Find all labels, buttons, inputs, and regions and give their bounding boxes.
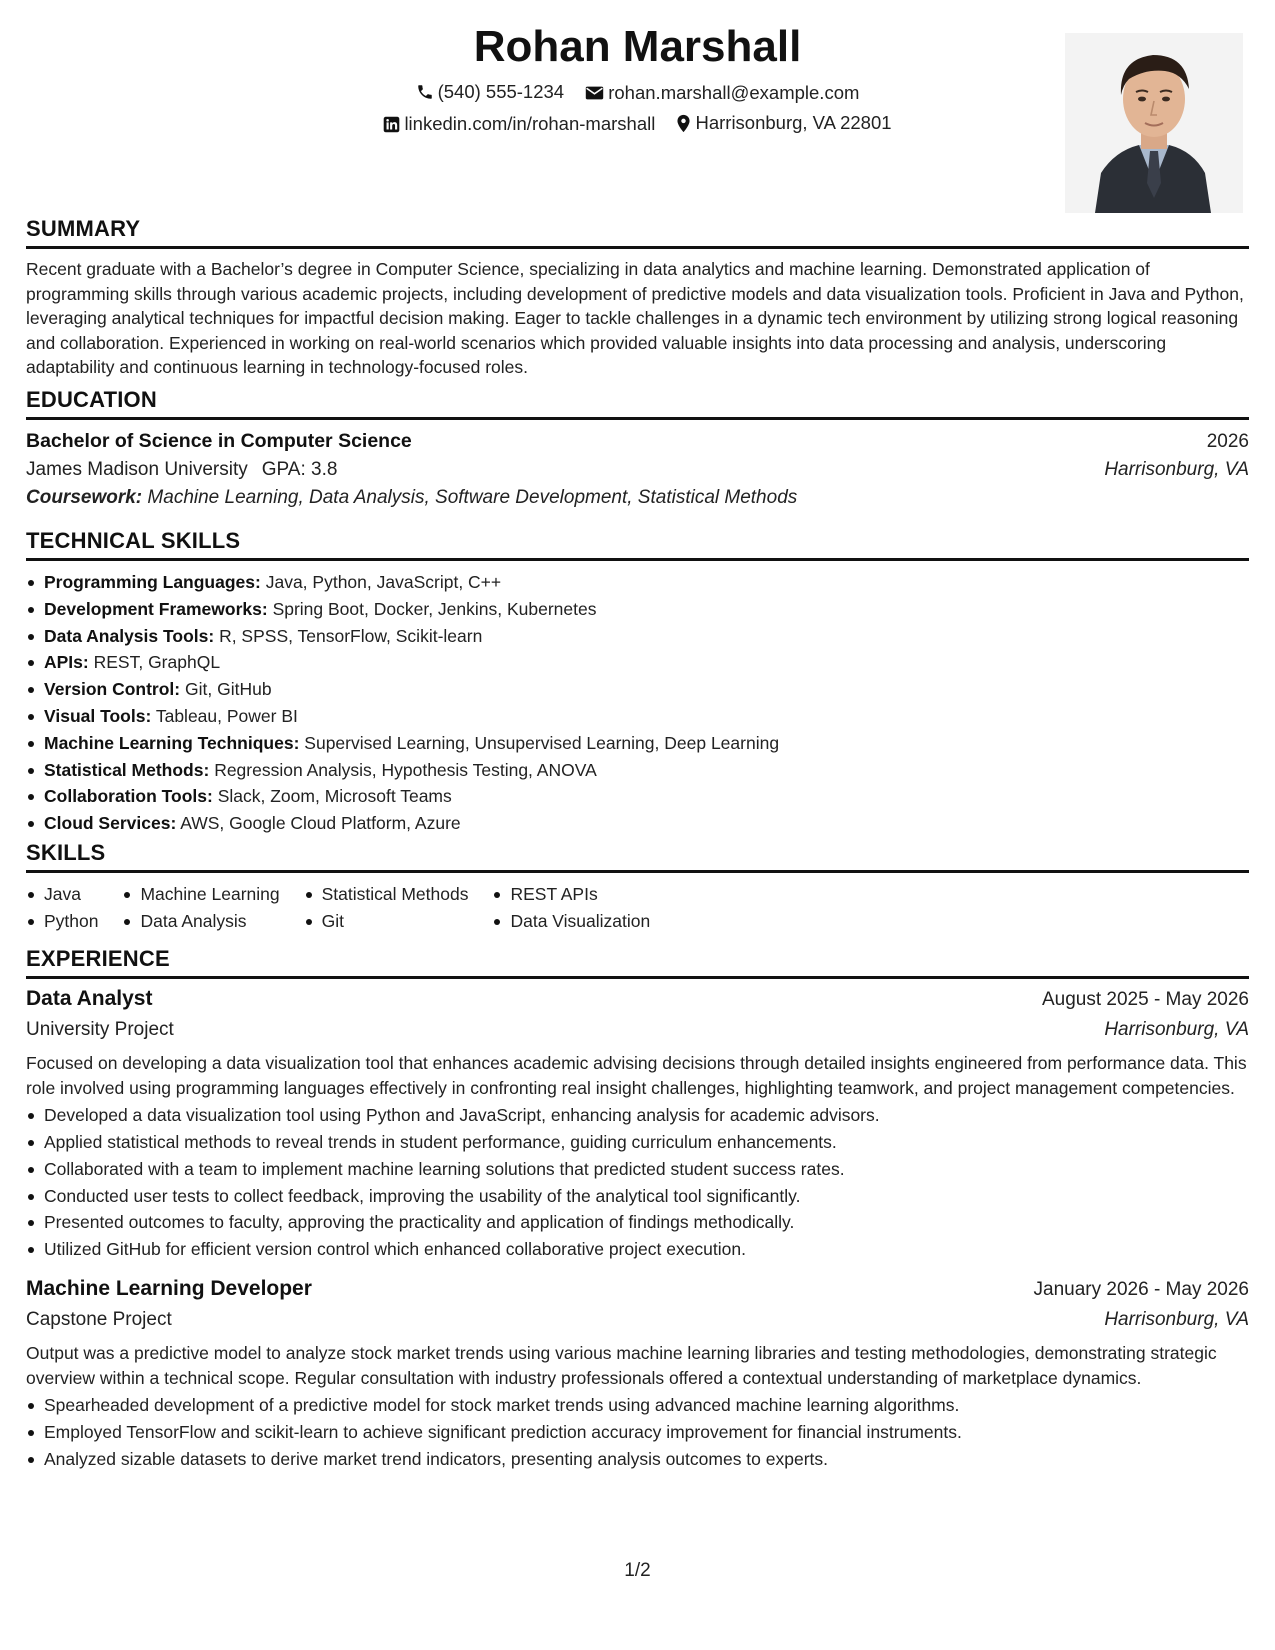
technical-skill-label: Version Control: [44,679,181,700]
resume-page [26,0,1249,1650]
technical-skill-item [26,783,1249,810]
job-bullet: Presented outcomes to faculty, approving the practicality and application of findings methodically. [26,1209,1249,1236]
job-bullet: Conducted user tests to collect feedback, improving the usability of the analytical tool significantly. [26,1183,1249,1210]
skill-item: Machine Learning [122,881,279,908]
technical-skill-value: Tableau, Power BI [155,705,298,726]
coursework-line [26,487,1249,509]
technical-skill-item [26,649,1249,676]
linkedin-text: linkedin.com/in/rohan-marshall [404,113,656,134]
skills-heading: SKILLS [26,840,1249,873]
technical-skills-heading: TECHNICAL SKILLS [26,528,1249,561]
gpa: GPA: 3.8 [261,459,338,480]
technical-skill-value: R, SPSS, TensorFlow, Scikit-learn [219,625,483,646]
job-title: Machine Learning Developer [26,1276,312,1300]
email-text: rohan.marshall@example.com [608,82,860,103]
profile-photo [1065,33,1243,213]
experience-heading: EXPERIENCE [26,946,1249,979]
phone-contact[interactable] [416,81,565,103]
technical-skill-item [26,676,1249,703]
education-section [26,387,1249,509]
job-title-row [26,987,1249,1011]
job-organization: Capstone Project [26,1308,172,1330]
skills-section [26,840,1249,935]
resume-header [26,0,1249,222]
technical-skills-list [26,569,1249,837]
job-org-row [26,1019,1249,1041]
job-bullets [26,1392,1249,1472]
job-bullet: Employed TensorFlow and scikit-learn to achieve significant prediction accuracy improvement for financial instruments. [26,1419,1249,1446]
summary-text: Recent graduate with a Bachelor’s degree in Computer Science, specializing in data analytics and machine learning. Demonstrated application of programming skills through various academic projects, including development of predictive models and data visualization tools. Proficient in Java and Python, leveraging analytical techniques for impactful decision making. Eager to tackle challenges in a dynamic tech environment by utilizing strong logical reasoning and collaboration. Experienced in working on real-world scenarios which provided valuable insights into data processing and analysis, underscoring adaptability and continuous learning in technology-focused roles. [26,259,1244,378]
skills-grid [26,881,1249,935]
technical-skill-label: Cloud Services: [44,813,177,834]
job-bullet: Spearheaded development of a predictive model for stock market trends using advanced machine learning algorithms. [26,1392,1249,1419]
profile-photo-image [1065,33,1243,213]
coursework-list: Machine Learning, Data Analysis, Software Development, Statistical Methods [147,487,798,508]
school-location: Harrisonburg, VA [1104,459,1249,480]
job-bullets [26,1102,1249,1263]
job-bullet: Applied statistical methods to reveal trends in student performance, guiding curriculum enhancements. [26,1129,1249,1156]
skills-column [492,881,650,935]
education-school-row [26,459,1249,481]
technical-skill-item [26,569,1249,596]
technical-skills-section [26,528,1249,837]
skill-item: Python [26,908,98,935]
job-entry [26,987,1249,1263]
email-contact[interactable] [585,82,859,104]
job-location: Harrisonburg, VA [1104,1308,1249,1330]
technical-skill-value: Git, GitHub [185,679,272,700]
technical-skill-value: REST, GraphQL [93,652,221,673]
technical-skill-item [26,596,1249,623]
summary-section [26,216,1249,380]
technical-skill-item [26,730,1249,757]
skill-item: Data Analysis [122,908,279,935]
skill-item: Git [304,908,469,935]
linkedin-icon [383,116,400,133]
location-contact [676,112,891,134]
skills-column [304,881,469,935]
job-bullet: Utilized GitHub for efficient version control which enhanced collaborative project execution. [26,1236,1249,1263]
candidate-name: Rohan Marshall [473,22,802,71]
technical-skill-value: Regression Analysis, Hypothesis Testing, ANOVA [214,759,597,780]
job-organization: University Project [26,1019,174,1040]
experience-section [26,946,1249,1473]
technical-skill-label: Programming Languages: [44,572,261,592]
technical-skill-label: Data Analysis Tools: [44,625,215,646]
skill-item: Statistical Methods [304,881,469,908]
technical-skill-item [26,757,1249,784]
map-pin-icon [676,114,691,133]
technical-skill-value: Java, Python, JavaScript, C++ [265,572,502,592]
technical-skill-value: Supervised Learning, Unsupervised Learning, Deep Learning [304,732,780,753]
job-dates: January 2026 - May 2026 [1033,1278,1249,1300]
page-number: 1/2 [624,1560,651,1581]
skill-item: Java [26,881,98,908]
technical-skill-label: Development Frameworks: [44,598,268,619]
technical-skill-item [26,623,1249,650]
technical-skill-item [26,703,1249,730]
technical-skill-label: Machine Learning Techniques: [44,732,300,753]
job-location: Harrisonburg, VA [1104,1019,1249,1040]
job-entry [26,1277,1249,1473]
location-text: Harrisonburg, VA 22801 [695,112,892,133]
coursework-label: Coursework: [26,487,143,508]
job-description: Output was a predictive model to analyze stock market trends using various machine learning libraries and testing methodologies, demonstrating strategic overview within a technical scope. Regular consultation with industry professionals offered a contextual understanding of marketplace dynamics. [26,1342,1217,1388]
experience-jobs [26,987,1249,1473]
technical-skill-label: Visual Tools: [44,705,152,726]
envelope-icon [585,85,604,101]
technical-skill-label: Collaboration Tools: [44,786,213,807]
linkedin-contact[interactable] [383,113,655,135]
graduation-year: 2026 [1206,431,1249,452]
job-bullet: Analyzed sizable datasets to derive market trend indicators, presenting analysis outcomes to experts. [26,1446,1249,1473]
job-org-row [26,1309,1249,1331]
education-heading: EDUCATION [26,387,1249,420]
technical-skill-item [26,810,1249,837]
degree-name: Bachelor of Science in Computer Science [26,430,412,452]
skill-item: REST APIs [492,881,650,908]
technical-skill-value: Slack, Zoom, Microsoft Teams [217,786,452,807]
phone-text: (540) 555-1234 [437,81,565,102]
job-title: Data Analyst [26,987,153,1010]
job-bullet: Collaborated with a team to implement machine learning solutions that predicted student success rates. [26,1156,1249,1183]
school-name: James Madison University [26,459,248,480]
technical-skill-value: Spring Boot, Docker, Jenkins, Kubernetes [272,598,597,619]
job-description: Focused on developing a data visualization tool that enhances academic advising decisions through detailed insights engineered from performance data. This role involved using programming languages effectively in confronting real insight challenges, highlighting teamwork, and project management competencies. [26,1053,1247,1098]
phone-icon [416,83,434,101]
job-title-row [26,1277,1249,1301]
technical-skill-value: AWS, Google Cloud Platform, Azure [180,813,461,834]
education-degree-row [26,430,1249,453]
job-bullet: Developed a data visualization tool using Python and JavaScript, enhancing analysis for academic advisors. [26,1102,1249,1129]
skills-column [122,881,279,935]
school-line [26,459,337,481]
summary-heading: SUMMARY [26,216,1249,249]
skill-item: Data Visualization [492,908,650,935]
technical-skill-label: Statistical Methods: [44,759,210,780]
skills-column [26,881,98,935]
technical-skill-label: APIs: [44,652,89,673]
job-dates: August 2025 - May 2026 [1041,989,1249,1010]
